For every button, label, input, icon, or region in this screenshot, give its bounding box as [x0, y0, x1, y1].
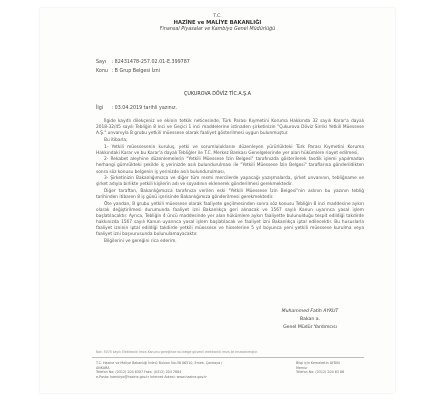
footer-contact-line: Memur [296, 365, 308, 370]
footer-contact-person [296, 361, 366, 375]
signatory-title: Genel Müdür Yardımcısı [283, 325, 337, 330]
header-country: T.C. [213, 14, 222, 19]
footer-address-line: T.C. Hazine ve Maliye Bakanlığı İnönü Bulvarı No:36 06510, Emek, Çankaya / [96, 361, 223, 365]
footer-address-line: ANKARA [96, 365, 110, 370]
header-ministry: HAZİNE ve MALİYE BAKANLIĞI [173, 20, 262, 26]
footer-divider [92, 357, 364, 358]
body-paragraph: 1- Yetkili müessesenin kuruluş, yetki ve sorumluluklarını düzenleyen yürürlükteki Türk Parası Kıymetini Koruma Hakkındaki Karar ve bu Karar'a dayalı Tebliğler ile T.C. Merkez Bankası Genelgelerinde yer alan hükümlere riayet edilmesi, [96, 144, 364, 156]
body-paragraph: Öte yandan, B grubu yetkili müessese olarak faaliyete geçilmesinden sonra söz konusu Tebliğin 8 inci maddesine aykırı olarak değiştirilmesi durumunda faaliyet izni Bakanlıkça geri alınacak ve 1567 sayılı Kanun uyarınca yasal işlem başlatılacaktır. Ayrıca, Tebliğin 4 üncü maddesinde yer alan hükümlere aykırı faaliyette bulunulduğu tespit edildiği takdirde hakkınızda 1567 sayılı Kanun uyarınca yasal işlem başlatılacak ve faaliyet izni Bakanlıkça iptal edilecektir. Bu hususlarla faaliyet izninin iptal edildiği takdirde yetkili müessese ve hisselerine 5 yıl boyunca yeni yetkili müessese kurulma veya faaliyet izni başvurusunda bulunulamayacaktır. [96, 201, 364, 238]
footer-contact-address [96, 361, 266, 379]
document-sheet [40, 8, 395, 393]
ilgi-label: İlgi [96, 106, 104, 111]
footer-contact-line: Bilgi için Kemalettin AYDIN [296, 361, 340, 365]
body-paragraph: 3- Şirketinizin Bakanlığımızca ve diğer tüm resmi mercilerde yapacağı yazışmalarda, şirket unvanının, tebliğname ve şirket adıyla birlikte yetkili kişilerin adı ve soyadının eklenerek gönderilmesi gerekmektedir. [96, 176, 364, 188]
reference-number-value: : 82431478-257.02.01-E.399787 [111, 60, 190, 65]
reference-subject-label: Konu [96, 69, 108, 74]
body-paragraph: Bu itibarla; [104, 137, 128, 143]
footer-address-line: e-Posta: kambiyo@hazine.gov.tr Internet Adresi: www.hazine.gov.tr [96, 374, 207, 379]
header-department: Finansal Piyasalar ve Kambiyo Genel Müdürlüğü [159, 27, 276, 32]
signatory-role: Bakan a. [299, 317, 320, 322]
footer-address-line: Telefon No: (0312) 204 6307 Faks: (0312) 204 7884 [96, 370, 182, 375]
reference-number [96, 60, 190, 65]
ilgi-value: : 03.04.2019 tarihli yazınız. [111, 106, 178, 111]
signatory-name: Muhammed Fatih AYKUT [281, 309, 339, 314]
ilgi-line [96, 106, 177, 111]
reference-subject [96, 69, 160, 74]
body-paragraph: Bilgilerini ve gereğini rica ederim. [104, 238, 177, 244]
letter-body [96, 119, 364, 246]
reference-subject-value: : B Grup Belgesi İzni [111, 69, 161, 74]
body-paragraph: Diğer taraftan, Bakanlığımızca tarafınıza verilen eski "Yetkili Müessese İzin Belgesi"nin aslının bu yazının tebliğ tarihinden itibaren 8 iş günü içerisinde Bakanlığımıza gönderilmesi gerekmektedir. [96, 189, 364, 201]
body-paragraph: 2- Rekabet aleyhine düzenlemelerin "Yetkili Müessese İzin Belgesi" tarafınızda gösterilerek tasdik işlemi yapılmadan herhangi gümrükteki şekilde iş yerinizde asılı bulundurulması ile "Yetkili Müessese İzin Belgesi" taraflarına gönderildikten sonra söz konusu belgenin iş yerinizde asılı bulundurulması, [96, 157, 364, 175]
addressee: ÇUKUROVA DÖVİZ TİC.A.Ş.A [184, 92, 251, 97]
footer-contact-line: Telefon No: (0312) 204 63 86 [296, 370, 345, 375]
footer-e-signature-note: Not: 5070 sayılı Elektronik İmza Kanunu gereğince bu belge güvenli elektronik imza ile imzalanmıştır. [96, 350, 258, 354]
body-paragraph: İlgide kayıtlı dilekçeniz ve ekinin tetkik neticesinde, Türk Parası Kıymetini Koruma Hakkında 32 sayılı Karar'a dayalı 2018-32/45 sayılı Tebliğin 8 inci ve Geçici 1 inci maddelerine istinaden şirketinizin "Çukurova Döviz Sirriki Yetkili Müessese A.Ş." unvanıyla B grubu yetkili müessese olarak faaliyet gösterilmesi uygun bulunmuştur. [96, 119, 364, 137]
reference-number-label: Sayı [96, 60, 107, 65]
